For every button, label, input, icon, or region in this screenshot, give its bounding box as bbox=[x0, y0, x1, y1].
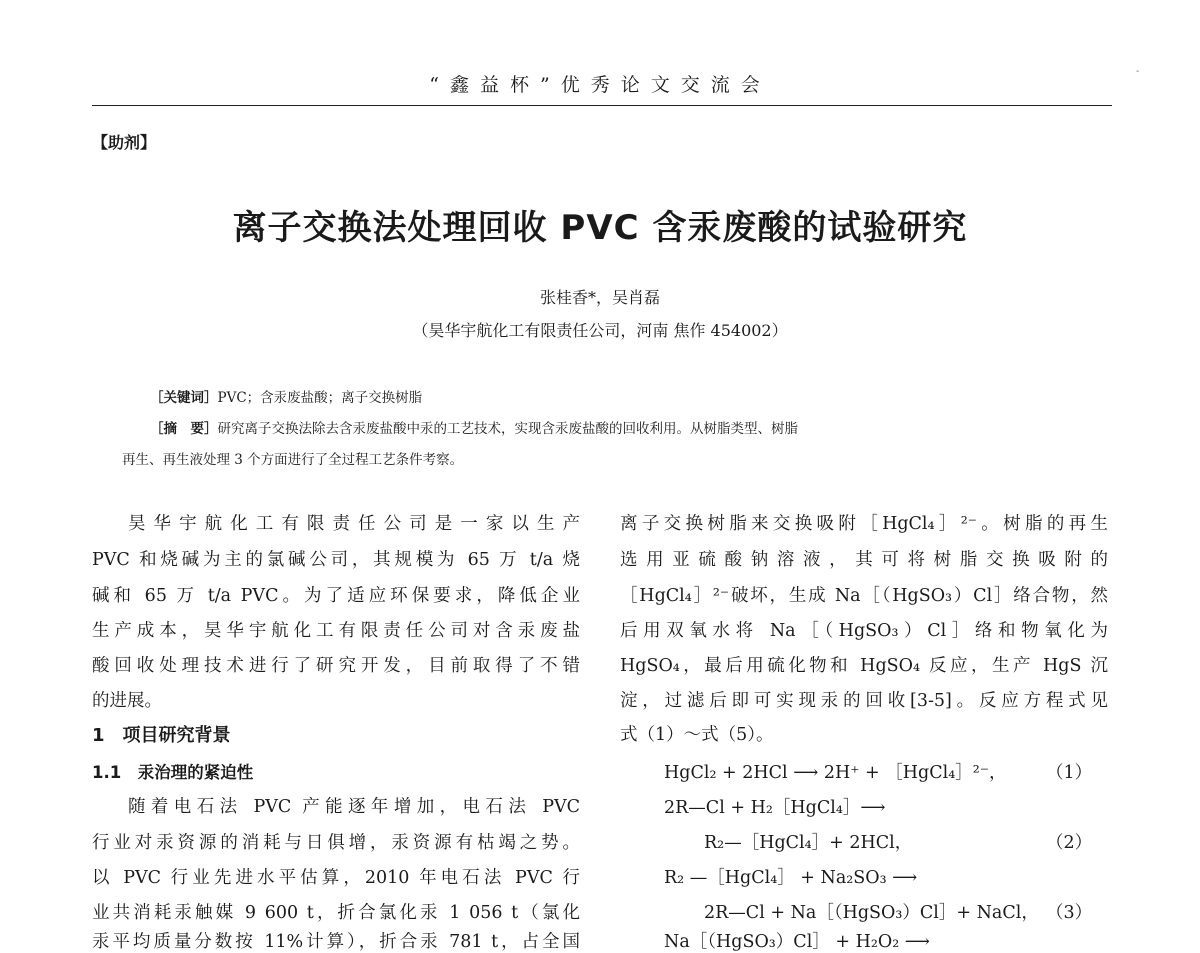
body-line: 后用双氧水将 Na［（HgSO₃）Cl］络和物氧化为 bbox=[620, 621, 1108, 641]
abstract-line-2: 再生、再生液处理 3 个方面进行了全过程工艺条件考察。 bbox=[122, 452, 464, 468]
abstract-label: ［摘 要］ bbox=[150, 421, 218, 437]
equation: Na［（HgSO₃）Cl］ + H₂O₂ ⟶ bbox=[664, 932, 930, 952]
paper-title: 离子交换法处理回收 PVC 含汞废酸的试验研究 bbox=[232, 208, 968, 248]
section-heading-1: 1 项目研究背景 bbox=[92, 725, 231, 746]
body-line: 酸回收处理技术进行了研究开发，目前取得了不错 bbox=[92, 656, 580, 676]
body-line: ［HgCl₄］²⁻破坏，生成 Na［（HgSO₃）Cl］络合物，然 bbox=[620, 586, 1108, 606]
body-line: 式（1）～式（5）。 bbox=[620, 725, 774, 745]
body-line: HgSO₄，最后用硫化物和 HgSO₄ 反应，生产 HgS 沉 bbox=[620, 656, 1108, 676]
body-line: 的进展。 bbox=[92, 691, 162, 711]
equation: R₂—［HgCl₄］+ 2HCl， bbox=[704, 833, 913, 853]
body-line: 业共消耗汞触媒 9 600 t，折合氯化汞 1 056 t（氯化 bbox=[92, 903, 580, 923]
corner-mark: - bbox=[1136, 66, 1140, 77]
equation-number: （2） bbox=[1046, 833, 1093, 853]
affiliation: （昊华宇航化工有限责任公司，河南 焦作 454002） bbox=[412, 321, 788, 340]
body-line: 碱和 65 万 t/a PVC。为了适应环保要求，降低企业 bbox=[92, 586, 580, 606]
body-line: 随着电石法 PVC 产能逐年增加，电石法 PVC bbox=[128, 797, 580, 817]
equation: HgCl₂ + 2HCl ⟶ 2H⁺ + ［HgCl₄］²⁻， bbox=[664, 763, 1007, 783]
body-line: 以 PVC 行业先进水平估算，2010 年电石法 PVC 行 bbox=[92, 868, 580, 888]
keywords bbox=[150, 386, 422, 406]
equation: R₂ —［HgCl₄］ + Na₂SO₃ ⟶ bbox=[664, 868, 918, 888]
authors: 张桂香*，吴肖磊 bbox=[539, 288, 660, 307]
header-rule bbox=[92, 105, 1112, 106]
body-line: 选用亚硫酸钠溶液，其可将树脂交换吸附的 bbox=[620, 550, 1108, 570]
body-line: 汞平均质量分数按 11%计算），折合汞 781 t，占全国 bbox=[92, 932, 580, 952]
equation: 2R—Cl + H₂［HgCl₄］⟶ bbox=[664, 798, 886, 818]
body-line: 淀，过滤后即可实现汞的回收[3-5]。反应方程式见 bbox=[620, 691, 1108, 711]
body-line: 行业对汞资源的消耗与日俱增，汞资源有枯竭之势。 bbox=[92, 833, 580, 853]
keywords-label: ［关键词］ bbox=[150, 390, 218, 406]
body-line: PVC 和烧碱为主的氯碱公司，其规模为 65 万 t/a 烧 bbox=[92, 550, 580, 570]
section-tag: 【助剂】 bbox=[92, 133, 157, 152]
equation-number: （1） bbox=[1046, 763, 1093, 783]
body-line: 生产成本，昊华宇航化工有限责任公司对含汞废盐 bbox=[92, 621, 580, 641]
equation: 2R—Cl + Na［（HgSO₃）Cl］+ NaCl， bbox=[704, 903, 1039, 923]
running-header: “鑫益杯”优秀论文交流会 bbox=[429, 74, 771, 96]
equation-number: （3） bbox=[1046, 903, 1093, 923]
body-line: 昊华宇航化工有限责任公司是一家以生产 bbox=[128, 514, 580, 534]
body-line: 离子交换树脂来交换吸附［HgCl₄］²⁻。树脂的再生 bbox=[620, 514, 1108, 534]
abstract-line-1: ［摘 要］研究离子交换法除去含汞废盐酸中汞的工艺技术，实现含汞废盐酸的回收利用。从树脂类型、树脂 bbox=[150, 421, 798, 437]
keywords-text: PVC；含汞废盐酸；离子交换树脂 bbox=[217, 390, 423, 406]
section-heading-1-1: 1.1 汞治理的紧迫性 bbox=[92, 763, 254, 782]
